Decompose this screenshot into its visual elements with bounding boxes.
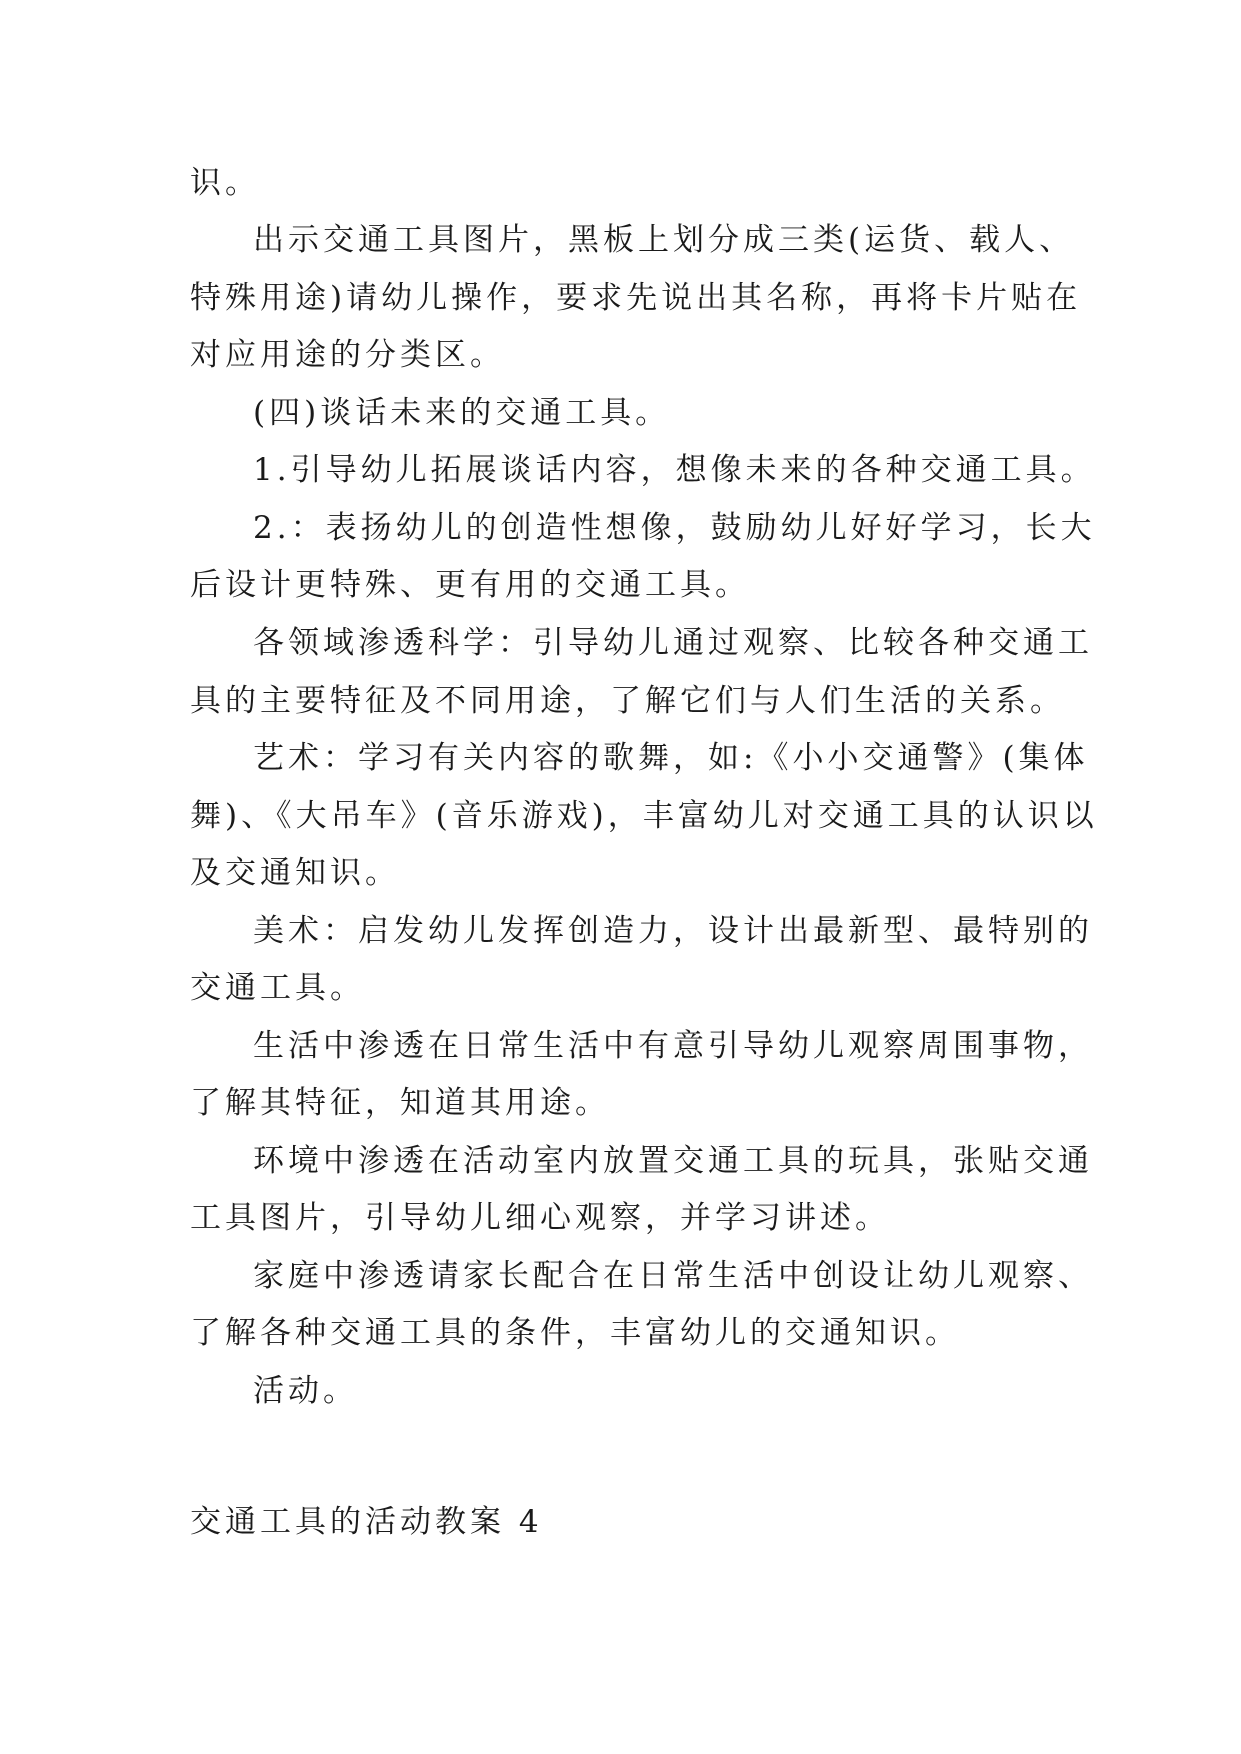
- text-line: 2.：表扬幼儿的创造性想像，鼓励幼儿好好学习，长大: [253, 510, 1096, 546]
- text-line: (四)谈话未来的交通工具。: [253, 395, 671, 431]
- text-line: 特殊用途)请幼儿操作，要求先说出其名称，再将卡片贴在: [190, 280, 1082, 316]
- text-line: 了解其特征，知道其用途。: [190, 1085, 610, 1121]
- text-line: 环境中渗透在活动室内放置交通工具的玩具，张贴交通: [253, 1143, 1093, 1179]
- text-line: 生活中渗透在日常生活中有意引导幼儿观察周围事物，: [253, 1028, 1093, 1064]
- text-line: 具的主要特征及不同用途，了解它们与人们生活的关系。: [190, 683, 1065, 719]
- text-line: 对应用途的分类区。: [190, 337, 505, 373]
- text-line: 艺术：学习有关内容的歌舞，如:《小小交通警》(集体: [253, 740, 1089, 776]
- text-line: 工具图片，引导幼儿细心观察，并学习讲述。: [190, 1200, 890, 1236]
- section-heading: 交通工具的活动教案 4: [190, 1504, 543, 1540]
- text-line: 交通工具。: [190, 970, 365, 1006]
- text-line: 活动。: [253, 1373, 358, 1409]
- text-line: 家庭中渗透请家长配合在日常生活中创设让幼儿观察、: [253, 1258, 1093, 1294]
- text-line: 后设计更特殊、更有用的交通工具。: [190, 567, 750, 603]
- text-line: 识。: [190, 165, 260, 201]
- text-line: 及交通知识。: [190, 855, 400, 891]
- text-line: 出示交通工具图片，黑板上划分成三类(运货、载人、: [253, 222, 1075, 258]
- text-line: 了解各种交通工具的条件，丰富幼儿的交通知识。: [190, 1315, 960, 1351]
- text-line: 舞)、《大吊车》(音乐游戏)，丰富幼儿对交通工具的认识以: [190, 798, 1098, 834]
- text-line: 各领域渗透科学：引导幼儿通过观察、比较各种交通工: [253, 625, 1093, 661]
- text-line: 1.引导幼儿拓展谈话内容，想像未来的各种交通工具。: [253, 452, 1096, 488]
- text-line: 美术：启发幼儿发挥创造力，设计出最新型、最特别的: [253, 913, 1093, 949]
